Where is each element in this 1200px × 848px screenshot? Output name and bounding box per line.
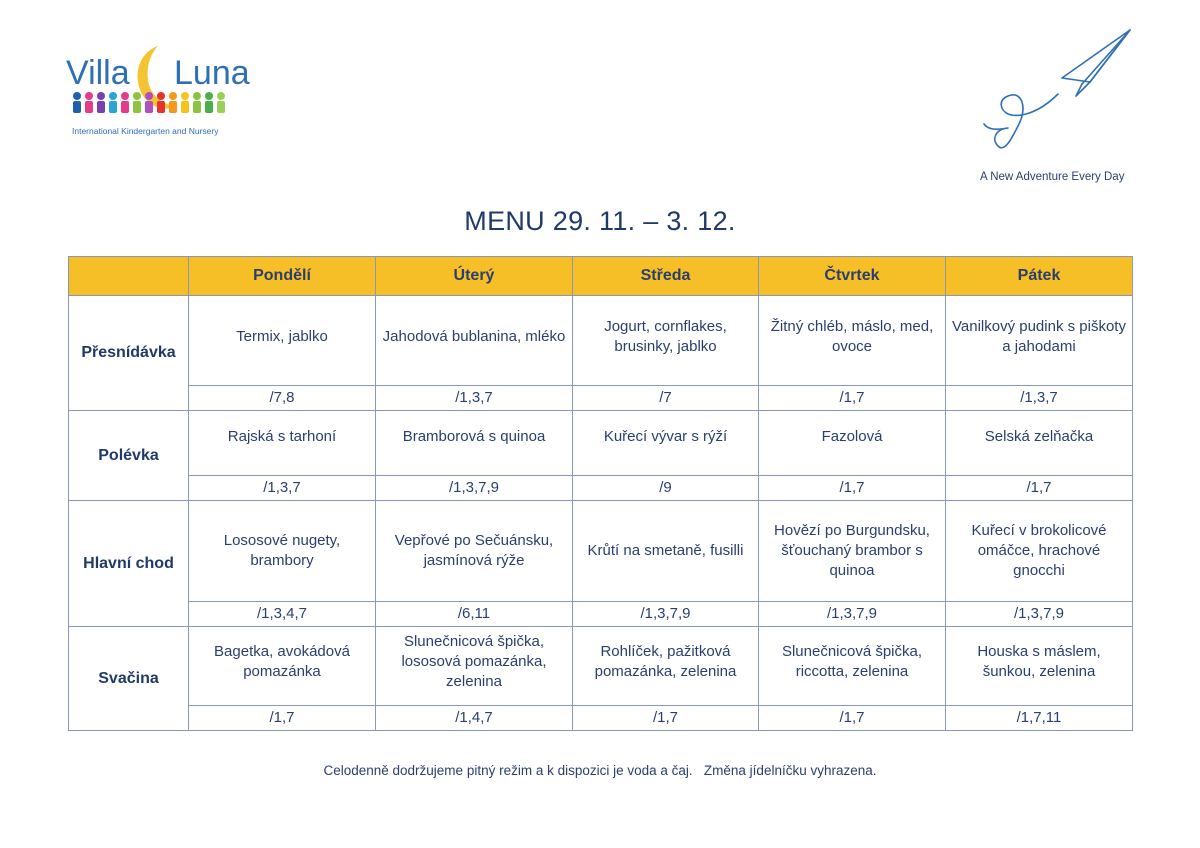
meal-row-svacina xyxy=(69,627,1133,706)
dish-cell xyxy=(189,296,376,386)
dish-text: Bagetka, avokádová pomazánka xyxy=(214,643,350,680)
dish-cell xyxy=(759,296,946,386)
allergen-cell: /1,3,7,9 xyxy=(759,602,946,627)
allergen-cell: /1,3,7 xyxy=(376,386,573,411)
header-day: Čtvrtek xyxy=(759,257,946,296)
allergen-cell: /1,7 xyxy=(573,706,759,731)
meal-label: Svačina xyxy=(69,627,189,731)
allergen-row-hlavni-chod xyxy=(69,602,1133,627)
allergen-cell: /1,7 xyxy=(189,706,376,731)
paper-plane-icon xyxy=(978,26,1138,161)
dish-cell xyxy=(376,296,573,386)
dish-cell xyxy=(946,296,1133,386)
dish-text: Rajská s tarhoní xyxy=(227,428,337,445)
dish-text: Lososové nugety, brambory xyxy=(223,532,341,569)
allergen-cell: /1,7 xyxy=(759,706,946,731)
allergen-row-svacina xyxy=(69,706,1133,731)
dish-cell xyxy=(189,411,376,476)
dish-text: Bramborová s quinoa xyxy=(402,428,546,445)
dish-cell xyxy=(376,627,573,706)
allergen-cell: /1,3,7 xyxy=(946,386,1133,411)
meal-label: Přesnídávka xyxy=(69,296,189,411)
logo-word-villa: Villa xyxy=(66,54,130,92)
dish-text: Slunečnicová špička, riccotta, zelenina xyxy=(781,643,923,680)
dish-cell xyxy=(573,411,759,476)
allergen-row-presnidavka xyxy=(69,386,1133,411)
allergen-cell: /1,3,7,9 xyxy=(946,602,1133,627)
dish-text: Slunečnicová špička, lososová pomazánka, zelenina xyxy=(401,633,547,690)
footer-note: Celodenně dodržujeme pitný režim a k dispozici je voda a čaj. Změna jídelníčku vyhrazena. xyxy=(323,763,877,778)
allergen-cell: /1,3,7 xyxy=(189,476,376,501)
dish-text: Hovězí po Burgundsku, šťouchaný brambor s quinoa xyxy=(774,522,930,579)
allergen-cell: /1,7,11 xyxy=(946,706,1133,731)
menu-table xyxy=(68,256,1133,731)
allergen-cell: /1,3,7,9 xyxy=(573,602,759,627)
allergen-cell: /1,7 xyxy=(759,386,946,411)
dish-text: Kuřecí v brokolicové omáčce, hrachové gnocchi xyxy=(971,522,1107,579)
header-day: Pondělí xyxy=(189,257,376,296)
dish-cell xyxy=(946,411,1133,476)
dish-cell xyxy=(573,501,759,602)
dish-text: Houska s máslem, šunkou, zelenina xyxy=(977,643,1101,680)
children-figures-icon xyxy=(73,92,225,113)
slogan-text: A New Adventure Every Day xyxy=(980,171,1125,183)
meal-label: Hlavní chod xyxy=(69,501,189,627)
logo-graphic xyxy=(62,42,252,126)
dish-cell xyxy=(376,411,573,476)
allergen-cell: /6,11 xyxy=(376,602,573,627)
dish-cell xyxy=(376,501,573,602)
menu-title: MENU 29. 11. – 3. 12. xyxy=(464,206,736,236)
dish-cell xyxy=(573,627,759,706)
dish-text: Termix, jablko xyxy=(236,327,328,345)
logo-tagline: International Kindergarten and Nursery xyxy=(72,126,219,136)
dish-cell xyxy=(759,411,946,476)
dish-text: Kuřecí vývar s rýží xyxy=(603,428,728,445)
dish-cell xyxy=(573,296,759,386)
allergen-cell: /1,3,4,7 xyxy=(189,602,376,627)
villa-luna-logo xyxy=(62,42,252,142)
allergen-cell: /7 xyxy=(573,386,759,411)
dish-cell xyxy=(759,501,946,602)
dish-cell xyxy=(759,627,946,706)
dish-text: Žitný chléb, máslo, med, ovoce xyxy=(770,317,934,355)
meal-row-presnidavka xyxy=(69,296,1133,386)
dish-text: Jahodová bublanina, mléko xyxy=(382,327,566,345)
dish-cell xyxy=(946,501,1133,602)
allergen-row-polevka xyxy=(69,476,1133,501)
dish-text: Jogurt, cornflakes, brusinky, jablko xyxy=(604,317,727,355)
dish-text: Krůtí na smetaně, fusilli xyxy=(587,542,744,559)
dish-text: Fazolová xyxy=(821,428,883,445)
meal-row-polevka xyxy=(69,411,1133,476)
allergen-cell: /9 xyxy=(573,476,759,501)
logo-word-luna: Luna xyxy=(174,54,250,92)
header-day: Úterý xyxy=(376,257,573,296)
dish-text: Rohlíček, pažitková pomazánka, zelenina xyxy=(594,643,737,680)
meal-row-hlavni-chod xyxy=(69,501,1133,602)
table-header-row xyxy=(69,257,1133,296)
allergen-cell: /1,3,7,9 xyxy=(376,476,573,501)
allergen-cell: /1,4,7 xyxy=(376,706,573,731)
dish-cell xyxy=(189,501,376,602)
allergen-cell: /7,8 xyxy=(189,386,376,411)
dish-text: Selská zelňačka xyxy=(984,428,1094,445)
dish-text: Vepřové po Sečuánsku, jasmínová rýže xyxy=(394,532,554,569)
allergen-cell: /1,7 xyxy=(946,476,1133,501)
allergen-cell: /1,7 xyxy=(759,476,946,501)
dish-cell xyxy=(189,627,376,706)
header-day: Pátek xyxy=(946,257,1133,296)
header-corner-cell xyxy=(69,257,189,296)
meal-label: Polévka xyxy=(69,411,189,501)
dish-cell xyxy=(946,627,1133,706)
header-day: Středa xyxy=(573,257,759,296)
dish-text: Vanilkový pudink s piškoty a jahodami xyxy=(952,317,1126,355)
